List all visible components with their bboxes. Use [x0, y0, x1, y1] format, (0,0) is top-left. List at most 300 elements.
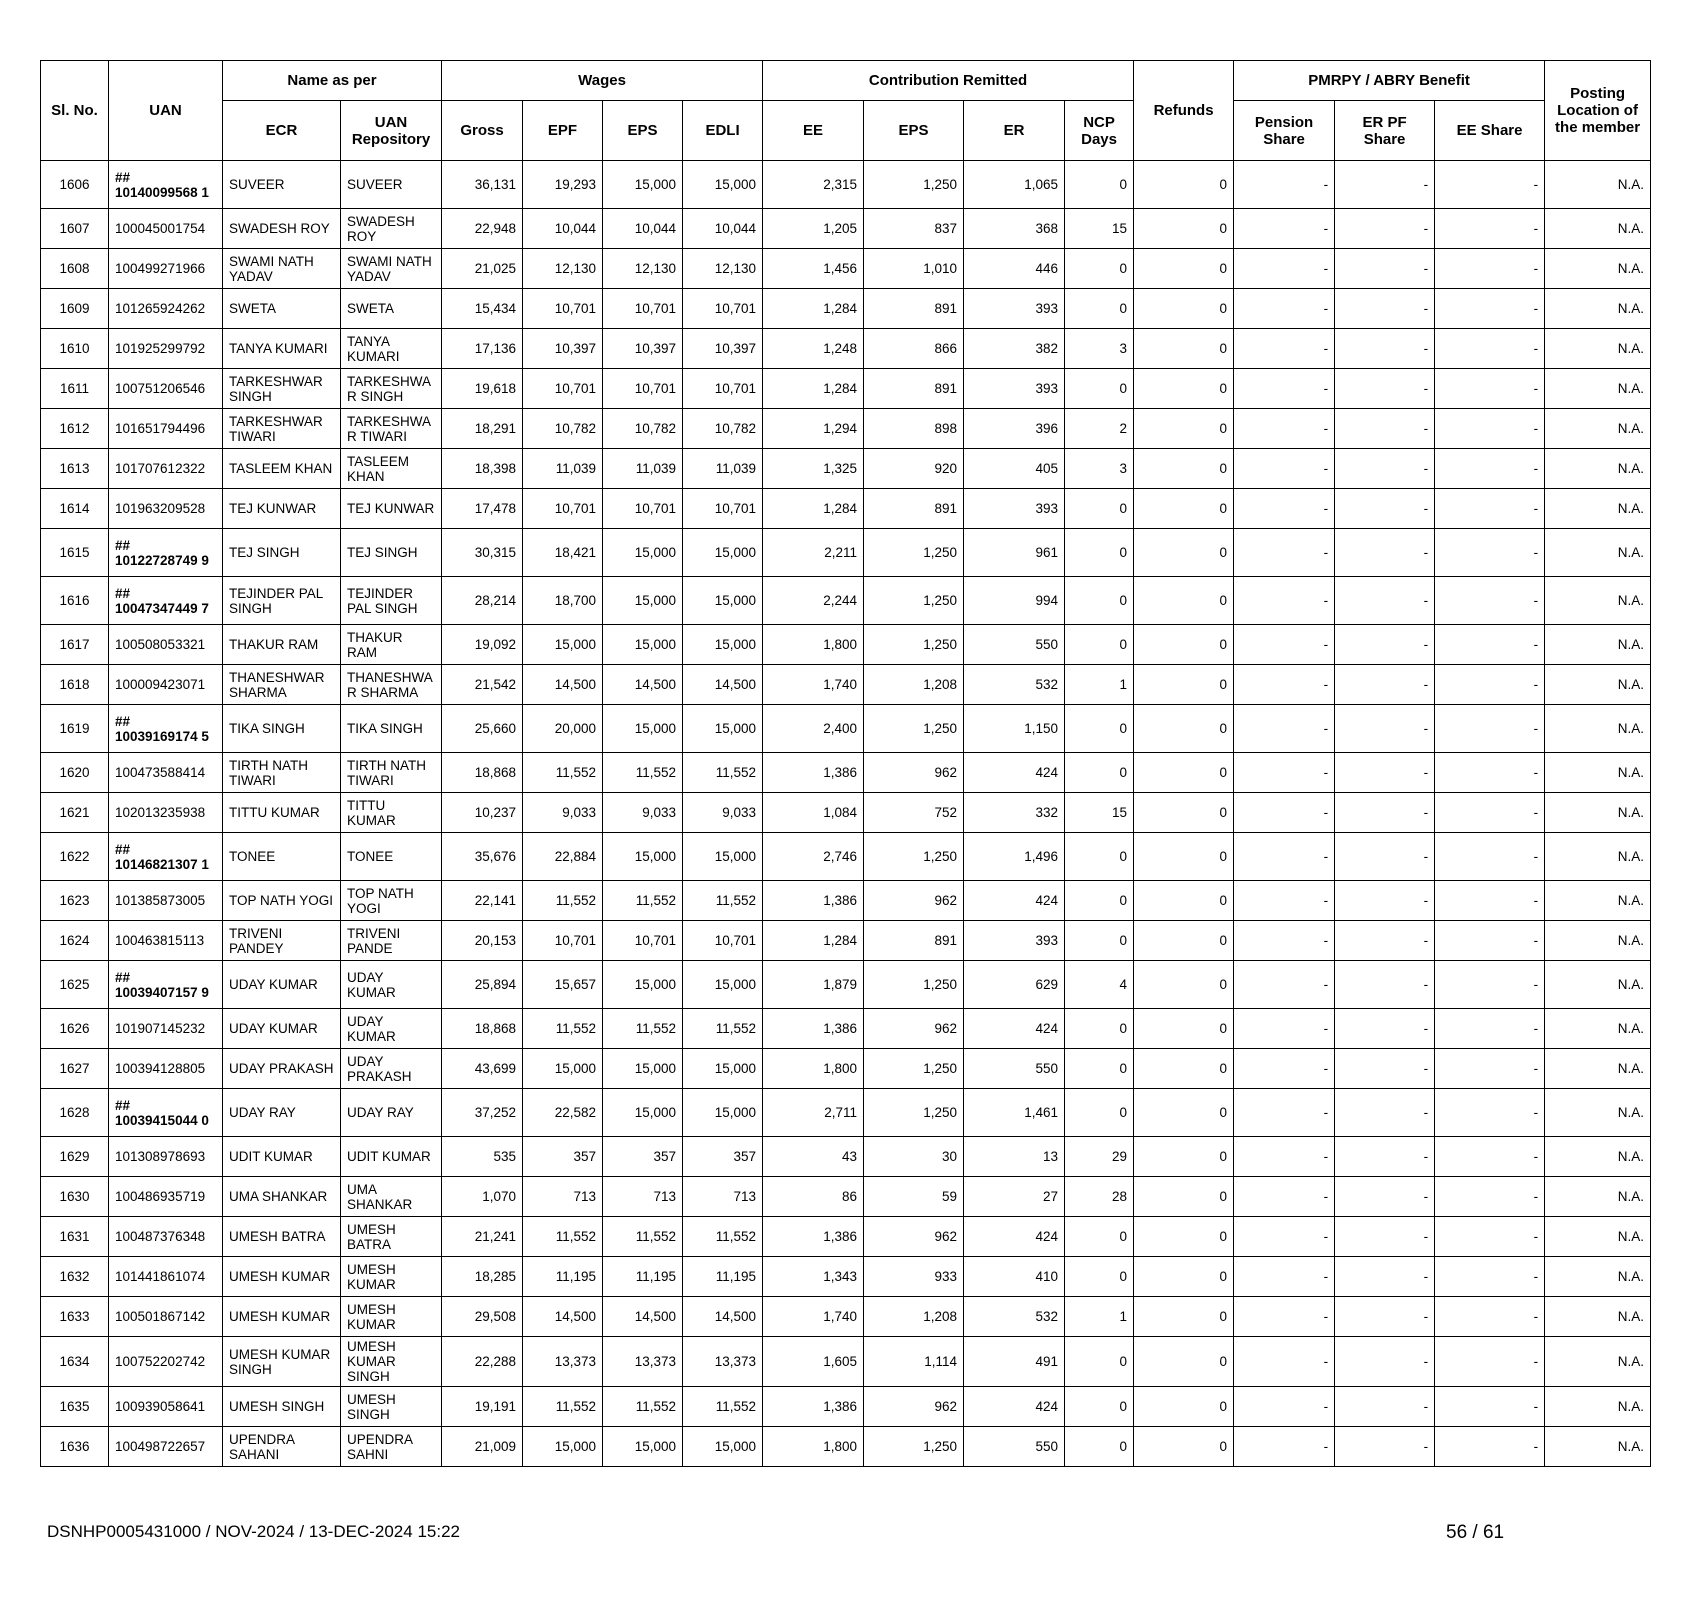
cell-name-uan-repository: UPENDRA SAHNI [341, 1427, 442, 1467]
cell-ncp-days: 3 [1065, 329, 1134, 369]
cell-name-ecr: SWADESH ROY [223, 209, 341, 249]
header-eps-contribution: EPS [864, 101, 964, 161]
cell-ee: 1,294 [763, 409, 864, 449]
cell-er: 424 [964, 753, 1065, 793]
cell-ncp-days: 0 [1065, 1089, 1134, 1137]
cell-gross: 17,478 [442, 489, 523, 529]
cell-ncp-days: 0 [1065, 753, 1134, 793]
cell-ee: 1,343 [763, 1257, 864, 1297]
cell-uan: 100463815113 [109, 921, 223, 961]
cell-er: 393 [964, 921, 1065, 961]
cell-ee-share: - [1435, 489, 1545, 529]
cell-eps-contribution: 1,250 [864, 1089, 964, 1137]
cell-pension-share: - [1234, 369, 1335, 409]
cell-posting-location: N.A. [1545, 489, 1651, 529]
cell-epf: 10,701 [523, 289, 603, 329]
cell-eps-contribution: 962 [864, 1009, 964, 1049]
cell-epf: 15,000 [523, 1049, 603, 1089]
table-row [41, 665, 1651, 705]
cell-eps: 10,701 [603, 369, 683, 409]
cell-pension-share: - [1234, 833, 1335, 881]
cell-name-ecr: UDIT KUMAR [223, 1137, 341, 1177]
cell-er-pf-share: - [1335, 1297, 1435, 1337]
cell-pension-share: - [1234, 625, 1335, 665]
footer-document-id: DSNHP0005431000 / NOV-2024 / 13-DEC-2024 15:22 [47, 1522, 460, 1541]
cell-ee-share: - [1435, 329, 1545, 369]
cell-ncp-days: 0 [1065, 577, 1134, 625]
cell-er: 424 [964, 881, 1065, 921]
cell-uan: 102013235938 [109, 793, 223, 833]
cell-er: 393 [964, 289, 1065, 329]
header-uan: UAN [109, 61, 223, 161]
cell-name-ecr: UDAY KUMAR [223, 1009, 341, 1049]
cell-edli: 10,701 [683, 489, 763, 529]
cell-er: 629 [964, 961, 1065, 1009]
cell-edli: 15,000 [683, 161, 763, 209]
cell-eps-contribution: 1,250 [864, 161, 964, 209]
cell-posting-location: N.A. [1545, 1387, 1651, 1427]
cell-sl-no: 1608 [41, 249, 109, 289]
cell-ee: 1,284 [763, 289, 864, 329]
cell-er-pf-share: - [1335, 881, 1435, 921]
cell-epf: 22,884 [523, 833, 603, 881]
cell-eps-contribution: 1,250 [864, 961, 964, 1009]
cell-refunds: 0 [1134, 793, 1234, 833]
cell-ee-share: - [1435, 1337, 1545, 1387]
cell-posting-location: N.A. [1545, 1137, 1651, 1177]
cell-uan: 100501867142 [109, 1297, 223, 1337]
cell-uan: ## 10140099568 1 [109, 161, 223, 209]
cell-ee-share: - [1435, 1137, 1545, 1177]
cell-posting-location: N.A. [1545, 209, 1651, 249]
cell-gross: 22,288 [442, 1337, 523, 1387]
cell-gross: 18,285 [442, 1257, 523, 1297]
cell-name-ecr: UMA SHANKAR [223, 1177, 341, 1217]
cell-sl-no: 1625 [41, 961, 109, 1009]
cell-pension-share: - [1234, 881, 1335, 921]
cell-ee: 2,711 [763, 1089, 864, 1137]
cell-gross: 17,136 [442, 329, 523, 369]
cell-er: 550 [964, 625, 1065, 665]
cell-uan: ## 10047347449 7 [109, 577, 223, 625]
cell-ncp-days: 0 [1065, 1387, 1134, 1427]
cell-ee: 1,456 [763, 249, 864, 289]
cell-gross: 19,092 [442, 625, 523, 665]
cell-eps: 13,373 [603, 1337, 683, 1387]
cell-er: 424 [964, 1217, 1065, 1257]
cell-epf: 14,500 [523, 1297, 603, 1337]
cell-sl-no: 1626 [41, 1009, 109, 1049]
cell-name-ecr: TRIVENI PANDEY [223, 921, 341, 961]
cell-eps-contribution: 1,250 [864, 529, 964, 577]
cell-er: 1,150 [964, 705, 1065, 753]
cell-ncp-days: 0 [1065, 489, 1134, 529]
cell-edli: 12,130 [683, 249, 763, 289]
cell-ncp-days: 1 [1065, 1297, 1134, 1337]
cell-name-ecr: SUVEER [223, 161, 341, 209]
cell-eps: 15,000 [603, 833, 683, 881]
cell-gross: 19,191 [442, 1387, 523, 1427]
cell-refunds: 0 [1134, 1137, 1234, 1177]
cell-edli: 11,552 [683, 1217, 763, 1257]
cell-er-pf-share: - [1335, 409, 1435, 449]
cell-ee-share: - [1435, 1177, 1545, 1217]
cell-edli: 15,000 [683, 529, 763, 577]
cell-pension-share: - [1234, 753, 1335, 793]
cell-edli: 15,000 [683, 833, 763, 881]
cell-sl-no: 1635 [41, 1387, 109, 1427]
cell-name-ecr: TONEE [223, 833, 341, 881]
cell-posting-location: N.A. [1545, 1177, 1651, 1217]
cell-name-ecr: TEJ SINGH [223, 529, 341, 577]
cell-edli: 13,373 [683, 1337, 763, 1387]
cell-ncp-days: 0 [1065, 1217, 1134, 1257]
cell-uan: 101308978693 [109, 1137, 223, 1177]
cell-eps: 15,000 [603, 625, 683, 665]
cell-pension-share: - [1234, 577, 1335, 625]
cell-er-pf-share: - [1335, 1337, 1435, 1387]
cell-eps-contribution: 1,250 [864, 833, 964, 881]
cell-ncp-days: 1 [1065, 665, 1134, 705]
header-eps: EPS [603, 101, 683, 161]
cell-er: 961 [964, 529, 1065, 577]
cell-posting-location: N.A. [1545, 369, 1651, 409]
table-row [41, 625, 1651, 665]
cell-uan: 100486935719 [109, 1177, 223, 1217]
cell-name-uan-repository: TRIVENI PANDE [341, 921, 442, 961]
cell-eps: 15,000 [603, 961, 683, 1009]
cell-sl-no: 1614 [41, 489, 109, 529]
cell-gross: 21,542 [442, 665, 523, 705]
cell-edli: 9,033 [683, 793, 763, 833]
cell-uan: 100394128805 [109, 1049, 223, 1089]
cell-pension-share: - [1234, 1009, 1335, 1049]
cell-posting-location: N.A. [1545, 1089, 1651, 1137]
cell-refunds: 0 [1134, 753, 1234, 793]
cell-ee-share: - [1435, 1009, 1545, 1049]
cell-eps-contribution: 962 [864, 1217, 964, 1257]
cell-posting-location: N.A. [1545, 753, 1651, 793]
table-row [41, 249, 1651, 289]
cell-ee-share: - [1435, 161, 1545, 209]
cell-er-pf-share: - [1335, 961, 1435, 1009]
cell-uan: ## 10122728749 9 [109, 529, 223, 577]
cell-pension-share: - [1234, 1387, 1335, 1427]
cell-name-uan-repository: UDIT KUMAR [341, 1137, 442, 1177]
cell-sl-no: 1616 [41, 577, 109, 625]
header-posting-location: Posting Location of the member [1545, 61, 1651, 161]
cell-pension-share: - [1234, 529, 1335, 577]
cell-name-uan-repository: TITTU KUMAR [341, 793, 442, 833]
cell-pension-share: - [1234, 1177, 1335, 1217]
table-row [41, 1089, 1651, 1137]
cell-ee-share: - [1435, 1427, 1545, 1467]
cell-name-ecr: SWETA [223, 289, 341, 329]
cell-name-ecr: UMESH KUMAR [223, 1257, 341, 1297]
cell-eps: 11,552 [603, 1387, 683, 1427]
header-edli: EDLI [683, 101, 763, 161]
cell-ee: 1,386 [763, 1009, 864, 1049]
cell-posting-location: N.A. [1545, 529, 1651, 577]
cell-posting-location: N.A. [1545, 329, 1651, 369]
cell-gross: 22,141 [442, 881, 523, 921]
cell-eps: 15,000 [603, 1049, 683, 1089]
cell-ncp-days: 0 [1065, 529, 1134, 577]
cell-pension-share: - [1234, 921, 1335, 961]
cell-ncp-days: 28 [1065, 1177, 1134, 1217]
cell-name-uan-repository: UDAY KUMAR [341, 1009, 442, 1049]
cell-eps-contribution: 59 [864, 1177, 964, 1217]
cell-gross: 10,237 [442, 793, 523, 833]
table-row [41, 1387, 1651, 1427]
cell-pension-share: - [1234, 1217, 1335, 1257]
cell-ee-share: - [1435, 793, 1545, 833]
header-epf: EPF [523, 101, 603, 161]
cell-name-uan-repository: UMESH KUMAR [341, 1257, 442, 1297]
cell-gross: 36,131 [442, 161, 523, 209]
cell-name-uan-repository: TEJ SINGH [341, 529, 442, 577]
cell-ee: 1,205 [763, 209, 864, 249]
cell-uan: 100499271966 [109, 249, 223, 289]
ecr-contribution-table [40, 60, 1651, 1467]
cell-gross: 1,070 [442, 1177, 523, 1217]
cell-uan: 101385873005 [109, 881, 223, 921]
cell-epf: 10,701 [523, 489, 603, 529]
cell-name-uan-repository: TOP NATH YOGI [341, 881, 442, 921]
cell-posting-location: N.A. [1545, 833, 1651, 881]
cell-eps: 15,000 [603, 1427, 683, 1467]
cell-er-pf-share: - [1335, 753, 1435, 793]
table-row [41, 449, 1651, 489]
cell-pension-share: - [1234, 1049, 1335, 1089]
table-row [41, 209, 1651, 249]
header-gross: Gross [442, 101, 523, 161]
cell-gross: 18,868 [442, 1009, 523, 1049]
table-row [41, 833, 1651, 881]
cell-er: 13 [964, 1137, 1065, 1177]
cell-name-uan-repository: TIRTH NATH TIWARI [341, 753, 442, 793]
cell-eps: 12,130 [603, 249, 683, 289]
cell-uan: 101925299792 [109, 329, 223, 369]
table-row [41, 529, 1651, 577]
cell-posting-location: N.A. [1545, 921, 1651, 961]
cell-sl-no: 1607 [41, 209, 109, 249]
cell-uan: 100498722657 [109, 1427, 223, 1467]
cell-gross: 21,241 [442, 1217, 523, 1257]
cell-refunds: 0 [1134, 577, 1234, 625]
table-row [41, 753, 1651, 793]
cell-er: 405 [964, 449, 1065, 489]
cell-refunds: 0 [1134, 329, 1234, 369]
cell-eps-contribution: 920 [864, 449, 964, 489]
cell-ee: 1,284 [763, 921, 864, 961]
cell-eps: 11,552 [603, 1009, 683, 1049]
cell-er-pf-share: - [1335, 1387, 1435, 1427]
cell-ee-share: - [1435, 961, 1545, 1009]
cell-pension-share: - [1234, 961, 1335, 1009]
cell-ee-share: - [1435, 753, 1545, 793]
table-row [41, 1217, 1651, 1257]
cell-pension-share: - [1234, 1089, 1335, 1137]
cell-er-pf-share: - [1335, 209, 1435, 249]
cell-pension-share: - [1234, 409, 1335, 449]
cell-sl-no: 1621 [41, 793, 109, 833]
cell-er-pf-share: - [1335, 921, 1435, 961]
cell-er-pf-share: - [1335, 369, 1435, 409]
cell-eps: 713 [603, 1177, 683, 1217]
cell-uan: ## 10146821307 1 [109, 833, 223, 881]
cell-sl-no: 1612 [41, 409, 109, 449]
cell-ee: 1,284 [763, 369, 864, 409]
cell-ee: 1,800 [763, 1427, 864, 1467]
header-refunds: Refunds [1134, 61, 1234, 161]
cell-name-uan-repository: SWAMI NATH YADAV [341, 249, 442, 289]
cell-ee: 2,400 [763, 705, 864, 753]
cell-eps: 11,552 [603, 1217, 683, 1257]
cell-eps: 11,039 [603, 449, 683, 489]
cell-ee: 1,386 [763, 753, 864, 793]
cell-er: 396 [964, 409, 1065, 449]
cell-uan: 101963209528 [109, 489, 223, 529]
cell-epf: 12,130 [523, 249, 603, 289]
cell-er: 393 [964, 369, 1065, 409]
cell-ee-share: - [1435, 881, 1545, 921]
cell-refunds: 0 [1134, 833, 1234, 881]
table-row [41, 1297, 1651, 1337]
cell-refunds: 0 [1134, 881, 1234, 921]
cell-ee-share: - [1435, 921, 1545, 961]
cell-uan: ## 10039415044 0 [109, 1089, 223, 1137]
cell-er-pf-share: - [1335, 1257, 1435, 1297]
cell-uan: 100473588414 [109, 753, 223, 793]
cell-edli: 14,500 [683, 1297, 763, 1337]
cell-er: 446 [964, 249, 1065, 289]
cell-epf: 11,552 [523, 1217, 603, 1257]
cell-refunds: 0 [1134, 409, 1234, 449]
cell-pension-share: - [1234, 1427, 1335, 1467]
table-row [41, 1137, 1651, 1177]
cell-posting-location: N.A. [1545, 409, 1651, 449]
cell-edli: 11,552 [683, 881, 763, 921]
cell-er-pf-share: - [1335, 529, 1435, 577]
cell-name-ecr: THAKUR RAM [223, 625, 341, 665]
cell-name-ecr: TANYA KUMARI [223, 329, 341, 369]
cell-eps: 15,000 [603, 529, 683, 577]
cell-ee: 1,386 [763, 1387, 864, 1427]
cell-sl-no: 1633 [41, 1297, 109, 1337]
cell-pension-share: - [1234, 489, 1335, 529]
cell-ncp-days: 0 [1065, 1257, 1134, 1297]
cell-sl-no: 1631 [41, 1217, 109, 1257]
cell-epf: 10,782 [523, 409, 603, 449]
cell-pension-share: - [1234, 665, 1335, 705]
cell-sl-no: 1632 [41, 1257, 109, 1297]
cell-ee: 1,325 [763, 449, 864, 489]
cell-refunds: 0 [1134, 1427, 1234, 1467]
cell-refunds: 0 [1134, 961, 1234, 1009]
cell-gross: 18,291 [442, 409, 523, 449]
cell-name-ecr: UMESH BATRA [223, 1217, 341, 1257]
cell-ncp-days: 3 [1065, 449, 1134, 489]
cell-edli: 15,000 [683, 1089, 763, 1137]
cell-ncp-days: 15 [1065, 209, 1134, 249]
cell-refunds: 0 [1134, 1257, 1234, 1297]
cell-refunds: 0 [1134, 1387, 1234, 1427]
cell-epf: 19,293 [523, 161, 603, 209]
cell-uan: 100752202742 [109, 1337, 223, 1387]
cell-eps-contribution: 30 [864, 1137, 964, 1177]
cell-ncp-days: 0 [1065, 249, 1134, 289]
cell-ee-share: - [1435, 1387, 1545, 1427]
cell-er-pf-share: - [1335, 1089, 1435, 1137]
cell-ee: 1,605 [763, 1337, 864, 1387]
cell-er: 368 [964, 209, 1065, 249]
cell-sl-no: 1628 [41, 1089, 109, 1137]
cell-sl-no: 1627 [41, 1049, 109, 1089]
cell-gross: 21,009 [442, 1427, 523, 1467]
cell-eps-contribution: 891 [864, 289, 964, 329]
cell-pension-share: - [1234, 1297, 1335, 1337]
cell-er-pf-share: - [1335, 1427, 1435, 1467]
cell-er: 1,461 [964, 1089, 1065, 1137]
table-row [41, 161, 1651, 209]
cell-edli: 10,044 [683, 209, 763, 249]
cell-pension-share: - [1234, 1257, 1335, 1297]
cell-refunds: 0 [1134, 369, 1234, 409]
cell-er: 532 [964, 665, 1065, 705]
cell-edli: 11,552 [683, 1387, 763, 1427]
cell-epf: 11,552 [523, 1009, 603, 1049]
cell-eps: 10,701 [603, 289, 683, 329]
cell-er-pf-share: - [1335, 289, 1435, 329]
cell-posting-location: N.A. [1545, 1009, 1651, 1049]
cell-ee: 1,084 [763, 793, 864, 833]
cell-sl-no: 1610 [41, 329, 109, 369]
header-ecr: ECR [223, 101, 341, 161]
cell-edli: 10,397 [683, 329, 763, 369]
cell-ncp-days: 0 [1065, 833, 1134, 881]
cell-refunds: 0 [1134, 289, 1234, 329]
cell-eps-contribution: 1,250 [864, 1049, 964, 1089]
cell-ncp-days: 0 [1065, 625, 1134, 665]
cell-er: 1,065 [964, 161, 1065, 209]
cell-name-uan-repository: TARKESHWA R SINGH [341, 369, 442, 409]
cell-refunds: 0 [1134, 625, 1234, 665]
cell-ncp-days: 2 [1065, 409, 1134, 449]
cell-eps: 357 [603, 1137, 683, 1177]
cell-posting-location: N.A. [1545, 1257, 1651, 1297]
cell-ncp-days: 0 [1065, 369, 1134, 409]
cell-ee-share: - [1435, 209, 1545, 249]
cell-eps: 10,701 [603, 921, 683, 961]
cell-posting-location: N.A. [1545, 665, 1651, 705]
table-row [41, 705, 1651, 753]
table-row [41, 289, 1651, 329]
cell-ncp-days: 0 [1065, 161, 1134, 209]
cell-ee: 1,386 [763, 881, 864, 921]
cell-ee: 1,740 [763, 665, 864, 705]
cell-er-pf-share: - [1335, 625, 1435, 665]
table-row [41, 1257, 1651, 1297]
cell-refunds: 0 [1134, 529, 1234, 577]
cell-eps-contribution: 1,250 [864, 705, 964, 753]
header-ncp-days: NCP Days [1065, 101, 1134, 161]
cell-edli: 11,039 [683, 449, 763, 489]
cell-name-ecr: TITTU KUMAR [223, 793, 341, 833]
cell-name-ecr: SWAMI NATH YADAV [223, 249, 341, 289]
cell-ncp-days: 0 [1065, 1049, 1134, 1089]
cell-eps-contribution: 1,208 [864, 1297, 964, 1337]
